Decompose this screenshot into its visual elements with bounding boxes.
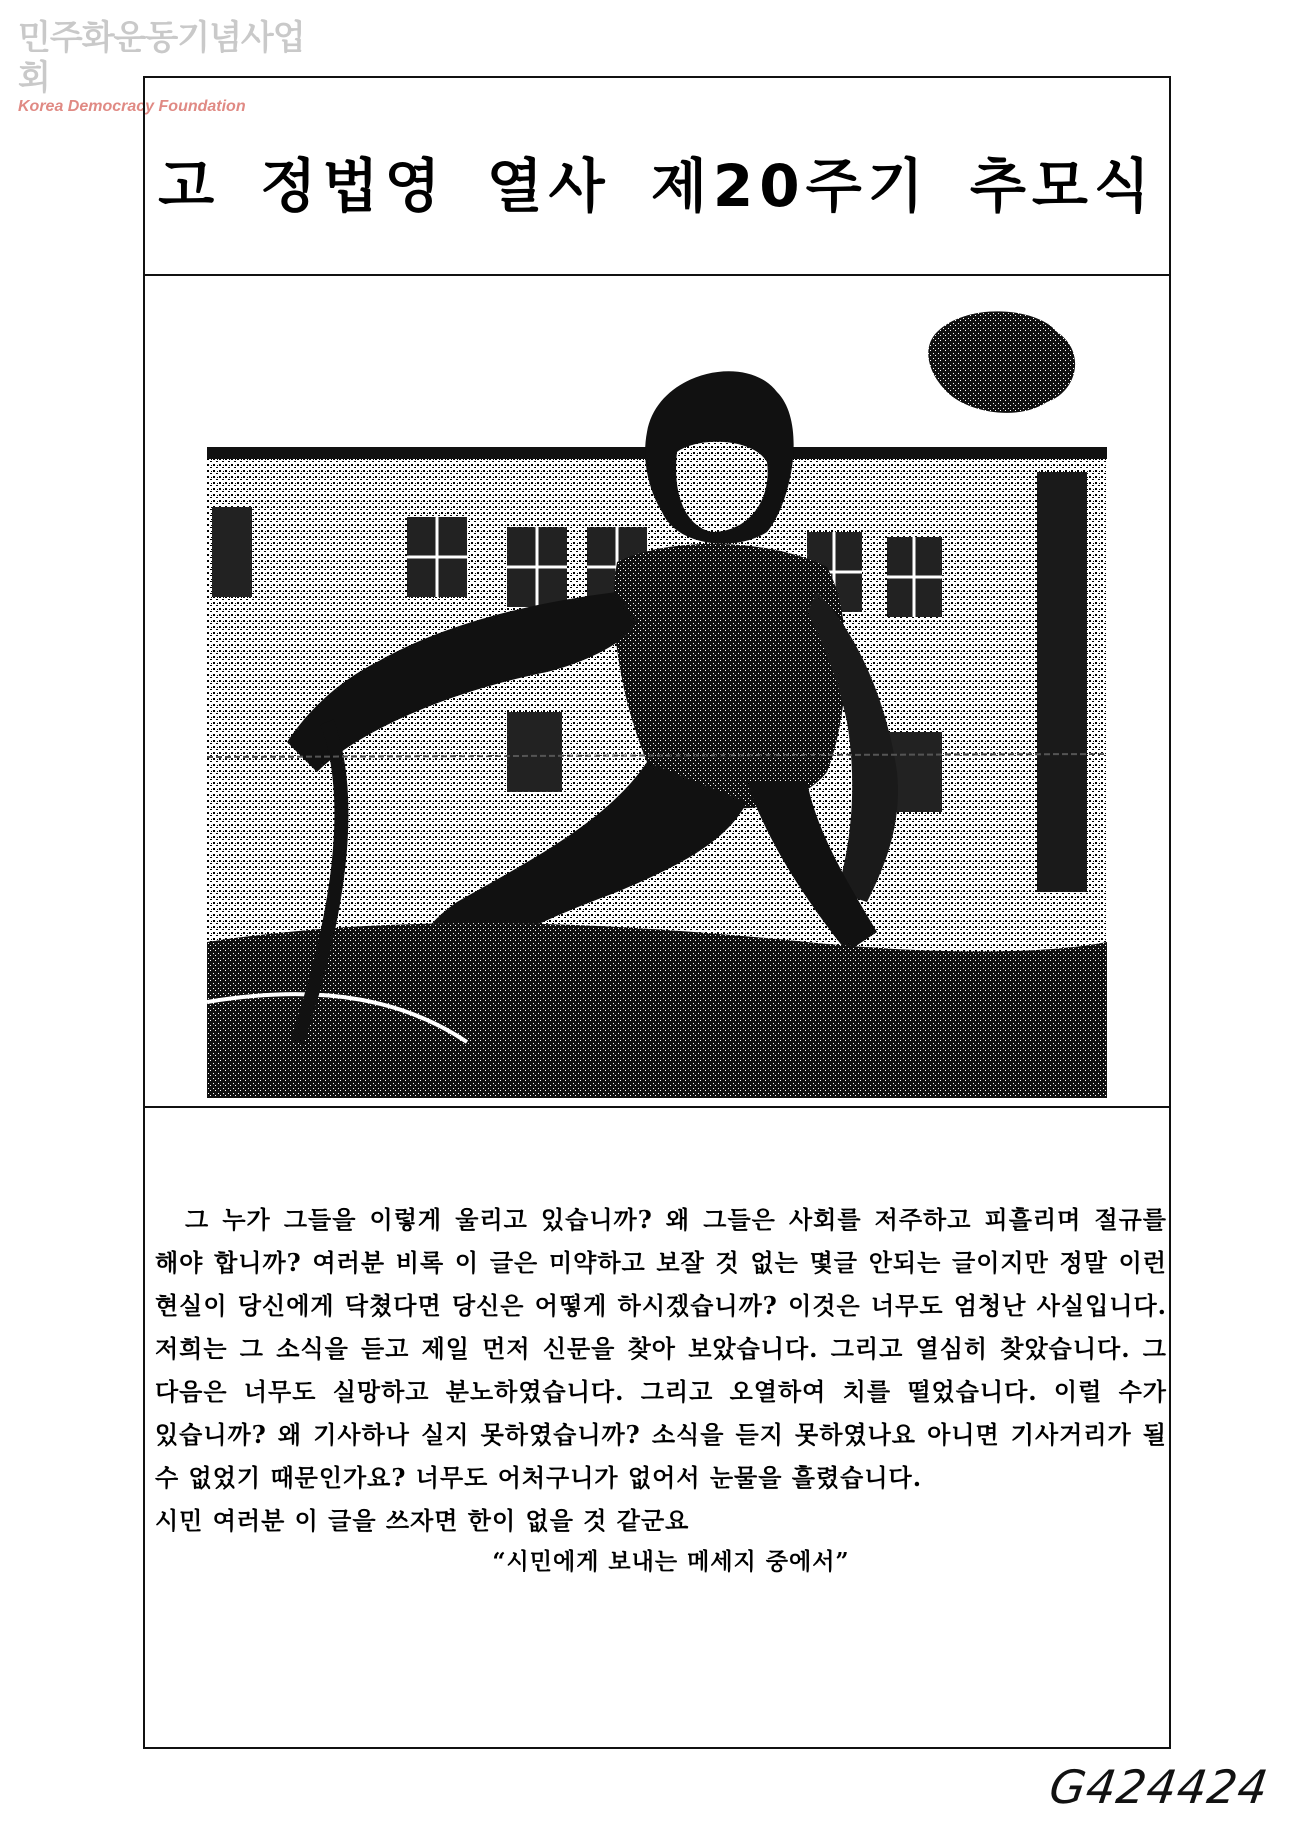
message-paragraph: 그 누가 그들을 이렇게 울리고 있습니까? 왜 그들은 사회를 저주하고 피흘리며 절규를 해야 합니까? 여러분 비록 이 글은 미약하고 보잘 것 없는 몇글 안되는 글이지만 정말 이런 현실이 당신에게 닥쳤다면 당신은 어떻게 하시겠습니까? 이것은 너무도 엄청난 사실입니다. 저희는 그 소식을 듣고 제일 먼저 신문을 찾아 보았습니다. 그리고 열심히 찾았습니다. 그 다음은 너무도 실망하고 분노하였습니다. 그리고 오열하여 치를 떨었습니다. 이럴 수가 있습니까? 왜 기사하나 실지 못하였습니까? 소식을 듣지 못하였나요 아니면 기사거리가 될 수 없었기 때문인가요? 너무도 어처구니가 없어서 눈물을 흘렸습니다. [155, 1205, 1167, 1492]
document-id-handwritten: G424424 [1046, 1760, 1273, 1814]
message-body [145, 1198, 1173, 1582]
photo-area [145, 276, 1169, 1108]
watermark-korean: 민주화운동기념사업회 [18, 18, 305, 98]
message-source-quote: “시민에게 보내는 메세지 중에서” [492, 1548, 850, 1575]
page-title: 고 정법영 열사 제20주기 추모식 [158, 152, 1156, 220]
memorial-photo [207, 302, 1107, 1098]
message-area [145, 1108, 1169, 1749]
title-box [145, 78, 1169, 276]
watermark-english: Korea Democracy Foundation [18, 98, 246, 115]
document-frame [143, 76, 1171, 1749]
message-closing: 시민 여러분 이 글을 쓰자면 한이 없을 것 같군요 [155, 1506, 690, 1535]
